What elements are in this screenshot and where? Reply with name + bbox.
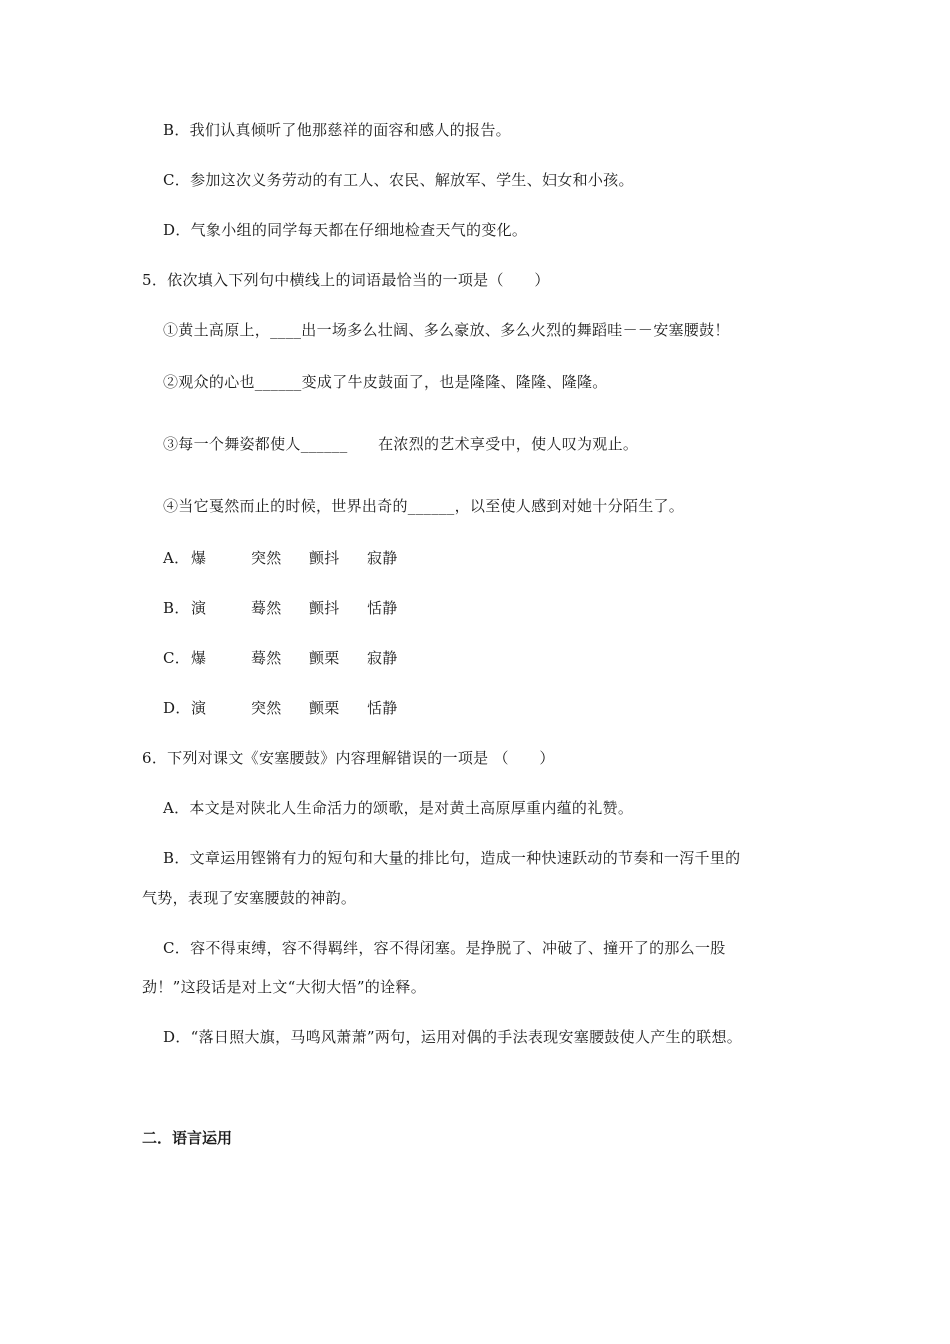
option-word: 颤栗 [309, 699, 340, 717]
q5-sentence-3: ③每一个舞姿都使人______ 在浓烈的艺术享受中，使人叹为观止。 [163, 435, 639, 453]
q6-option-b-line1: B．文章运用铿锵有力的短句和大量的排比句，造成一种快速跃动的节奏和一泻千里的 [163, 849, 741, 867]
option-label: C． [163, 649, 191, 667]
q6-option-c-line1: C．容不得束缚，容不得羁绊，容不得闭塞。是挣脱了、冲破了、撞开了的那么一股 [163, 939, 726, 957]
option-word: 演 [191, 599, 207, 617]
q5-sentence-2: ②观众的心也______变成了牛皮鼓面了，也是隆隆、隆隆、隆隆。 [163, 373, 608, 391]
q6-option-d: D．“落日照大旗，马鸣风萧萧”两句，运用对偶的手法表现安塞腰鼓使人产生的联想。 [163, 1028, 743, 1046]
option-word: 蓦然 [251, 649, 282, 667]
option-label: A． [163, 549, 190, 567]
q5-stem: 5．依次填入下列句中横线上的词语最恰当的一项是（ ） [142, 271, 550, 289]
option-word: 突然 [251, 699, 282, 717]
q5-option-c [163, 648, 398, 668]
q6-option-c-line2: 劲！”这段话是对上文“大彻大悟”的诠释。 [142, 978, 427, 996]
q6-option-a: A．本文是对陕北人生命活力的颂歌，是对黄土高原厚重内蕴的礼赞。 [163, 799, 634, 817]
option-word: 寂静 [367, 649, 398, 667]
option-word: 寂静 [367, 549, 398, 567]
option-word: 蓦然 [251, 599, 282, 617]
option-word: 颤抖 [309, 599, 340, 617]
option-word: 颤栗 [309, 649, 340, 667]
q4-option-d: D．气象小组的同学每天都在仔细地检查天气的变化。 [163, 221, 528, 239]
q5-sentence-4: ④当它戛然而止的时候，世界出奇的______，以至使人感到对她十分陌生了。 [163, 497, 685, 515]
q5-option-d [163, 698, 398, 718]
option-word: 演 [191, 699, 207, 717]
q5-option-a [163, 548, 398, 568]
option-word: 突然 [251, 549, 282, 567]
q6-option-b-line2: 气势，表现了安塞腰鼓的神韵。 [142, 889, 357, 907]
option-label: D． [163, 699, 191, 717]
option-word: 爆 [191, 649, 207, 667]
q4-option-b: B．我们认真倾听了他那慈祥的面容和感人的报告。 [163, 121, 511, 139]
section-heading: 二．语言运用 [142, 1129, 233, 1147]
q5-option-b [163, 598, 398, 618]
option-word: 恬静 [367, 599, 398, 617]
q6-stem: 6．下列对课文《安塞腰鼓》内容理解错误的一项是 （ ） [142, 749, 555, 767]
option-word: 颤抖 [309, 549, 340, 567]
q4-option-c: C．参加这次义务劳动的有工人、农民、解放军、学生、妇女和小孩。 [163, 171, 634, 189]
option-label: B． [163, 599, 190, 617]
q5-sentence-1: ①黄土高原上，____出一场多么壮阔、多么豪放、多么火烈的舞蹈哇－－安塞腰鼓！ [163, 321, 730, 339]
option-word: 爆 [191, 549, 207, 567]
option-word: 恬静 [367, 699, 398, 717]
